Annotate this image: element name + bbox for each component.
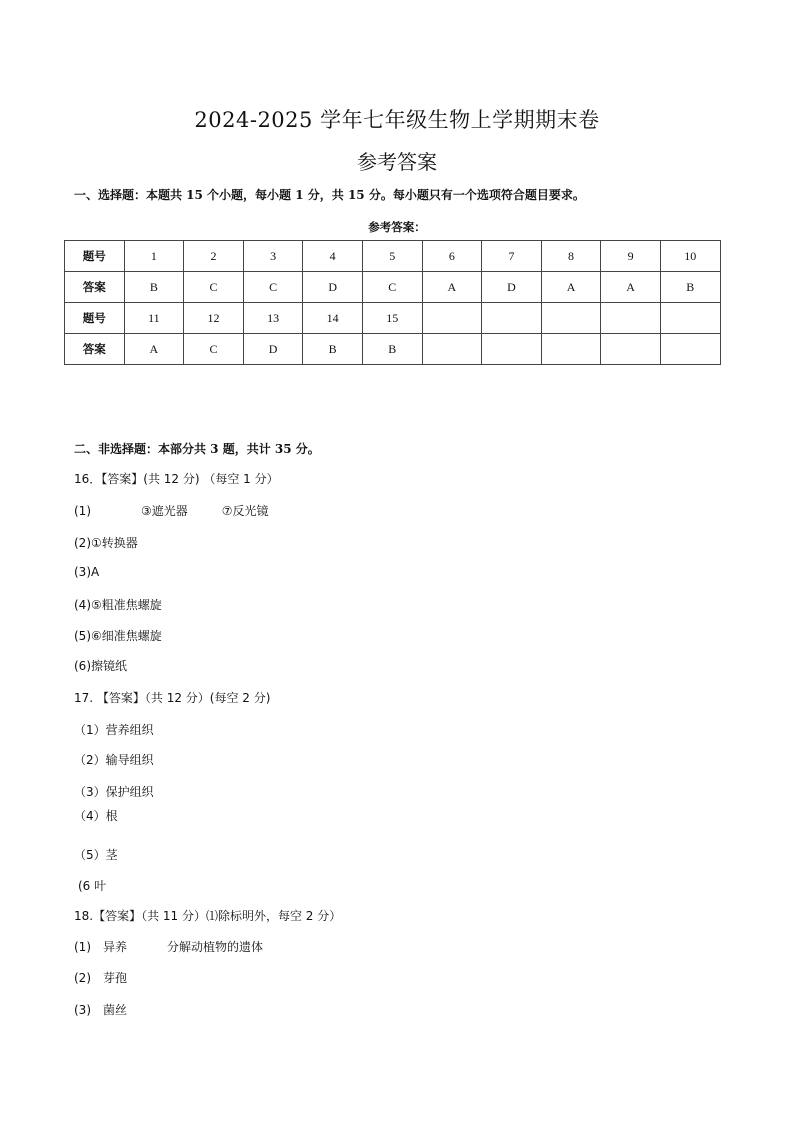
table-cell: 15 — [362, 303, 422, 334]
table-cell: C — [184, 334, 244, 365]
q17-answer-6: (6 叶 — [78, 879, 107, 893]
table-cell: D — [243, 334, 303, 365]
answer-number: (1) — [74, 940, 91, 954]
q18-answer-2 — [74, 969, 127, 986]
q16-answer-3: (3)A — [74, 565, 100, 579]
answer-table — [64, 240, 721, 365]
q18-header: 18.【答案】（共 11 分）⑴除标明外，每空 2 分） — [74, 909, 342, 923]
table-row — [65, 272, 721, 303]
table-cell: C — [243, 272, 303, 303]
answer-text: ⑦反光镜 — [221, 504, 269, 518]
table-cell: 6 — [422, 241, 482, 272]
table-row — [65, 334, 721, 365]
table-cell: 4 — [303, 241, 363, 272]
table-cell: C — [184, 272, 244, 303]
answer-text: 分解动植物的遗体 — [167, 940, 264, 954]
q18-answer-1 — [74, 938, 263, 955]
answer-text: 芽孢 — [103, 971, 128, 985]
table-cell: 11 — [124, 303, 184, 334]
table-row — [65, 241, 721, 272]
table-cell — [422, 334, 482, 365]
q17-answer-4: （4）根 — [74, 809, 118, 823]
row-label: 题号 — [65, 241, 125, 272]
answer-number: (1) — [74, 504, 91, 518]
table-cell: 13 — [243, 303, 303, 334]
table-cell — [482, 303, 542, 334]
table-cell: A — [601, 272, 661, 303]
table-cell — [601, 303, 661, 334]
row-label: 答案 — [65, 272, 125, 303]
answer-number: (3) — [74, 1003, 91, 1017]
q16-answer-2: (2)①转换器 — [74, 536, 138, 550]
table-cell: 7 — [482, 241, 542, 272]
table-cell: 5 — [362, 241, 422, 272]
q17-answer-3: （3）保护组织 — [74, 785, 154, 799]
table-cell: 8 — [541, 241, 601, 272]
table-cell: 14 — [303, 303, 363, 334]
table-cell — [660, 303, 720, 334]
table-cell: A — [541, 272, 601, 303]
table-cell: B — [660, 272, 720, 303]
page-title: 2024-2025 学年七年级生物上学期期末卷 — [194, 108, 600, 132]
row-label: 题号 — [65, 303, 125, 334]
table-cell: A — [422, 272, 482, 303]
table-cell: 2 — [184, 241, 244, 272]
page-subtitle: 参考答案 — [357, 150, 437, 174]
q16-answer-6: (6)擦镜纸 — [74, 659, 127, 673]
answer-number: (2) — [74, 971, 91, 985]
table-cell — [541, 334, 601, 365]
q16-answer-4: (4)⑤粗准焦螺旋 — [74, 598, 162, 612]
table-cell: B — [124, 272, 184, 303]
q17-answer-5: （5）茎 — [74, 848, 118, 862]
q16-answer-1 — [74, 502, 269, 519]
table-cell: A — [124, 334, 184, 365]
table-cell: 12 — [184, 303, 244, 334]
table-cell — [482, 334, 542, 365]
table-cell: C — [362, 272, 422, 303]
table-cell: D — [482, 272, 542, 303]
table-caption: 参考答案： — [368, 220, 426, 234]
answer-text: 异养 — [103, 940, 128, 954]
q17-header: 17. 【答案】（共 12 分）(每空 2 分) — [74, 691, 271, 705]
table-cell: 9 — [601, 241, 661, 272]
table-cell: 1 — [124, 241, 184, 272]
answer-text: ③遮光器 — [141, 504, 188, 518]
q17-answer-1: （1）营养组织 — [74, 723, 154, 737]
table-cell — [422, 303, 482, 334]
table-cell — [541, 303, 601, 334]
table-cell — [660, 334, 720, 365]
row-label: 答案 — [65, 334, 125, 365]
answer-text: 菌丝 — [103, 1003, 128, 1017]
table-cell: 10 — [660, 241, 720, 272]
table-cell: B — [303, 334, 363, 365]
table-cell: 3 — [243, 241, 303, 272]
table-row — [65, 303, 721, 334]
q16-answer-5: (5)⑥细准焦螺旋 — [74, 629, 162, 643]
section-heading-nonchoice: 二、非选择题：本部分共 3 题，共计 35 分。 — [74, 442, 320, 456]
table-cell: D — [303, 272, 363, 303]
section-heading-choice: 一、选择题：本题共 15 个小题，每小题 1 分，共 15 分。每小题只有一个选项符合题目要求。 — [74, 188, 585, 202]
table-cell — [601, 334, 661, 365]
table-cell: B — [362, 334, 422, 365]
q17-answer-2: （2）输导组织 — [74, 753, 154, 767]
q18-answer-3 — [74, 1001, 127, 1018]
q16-header: 16．【答案】(共 12 分) （每空 1 分） — [74, 472, 279, 486]
